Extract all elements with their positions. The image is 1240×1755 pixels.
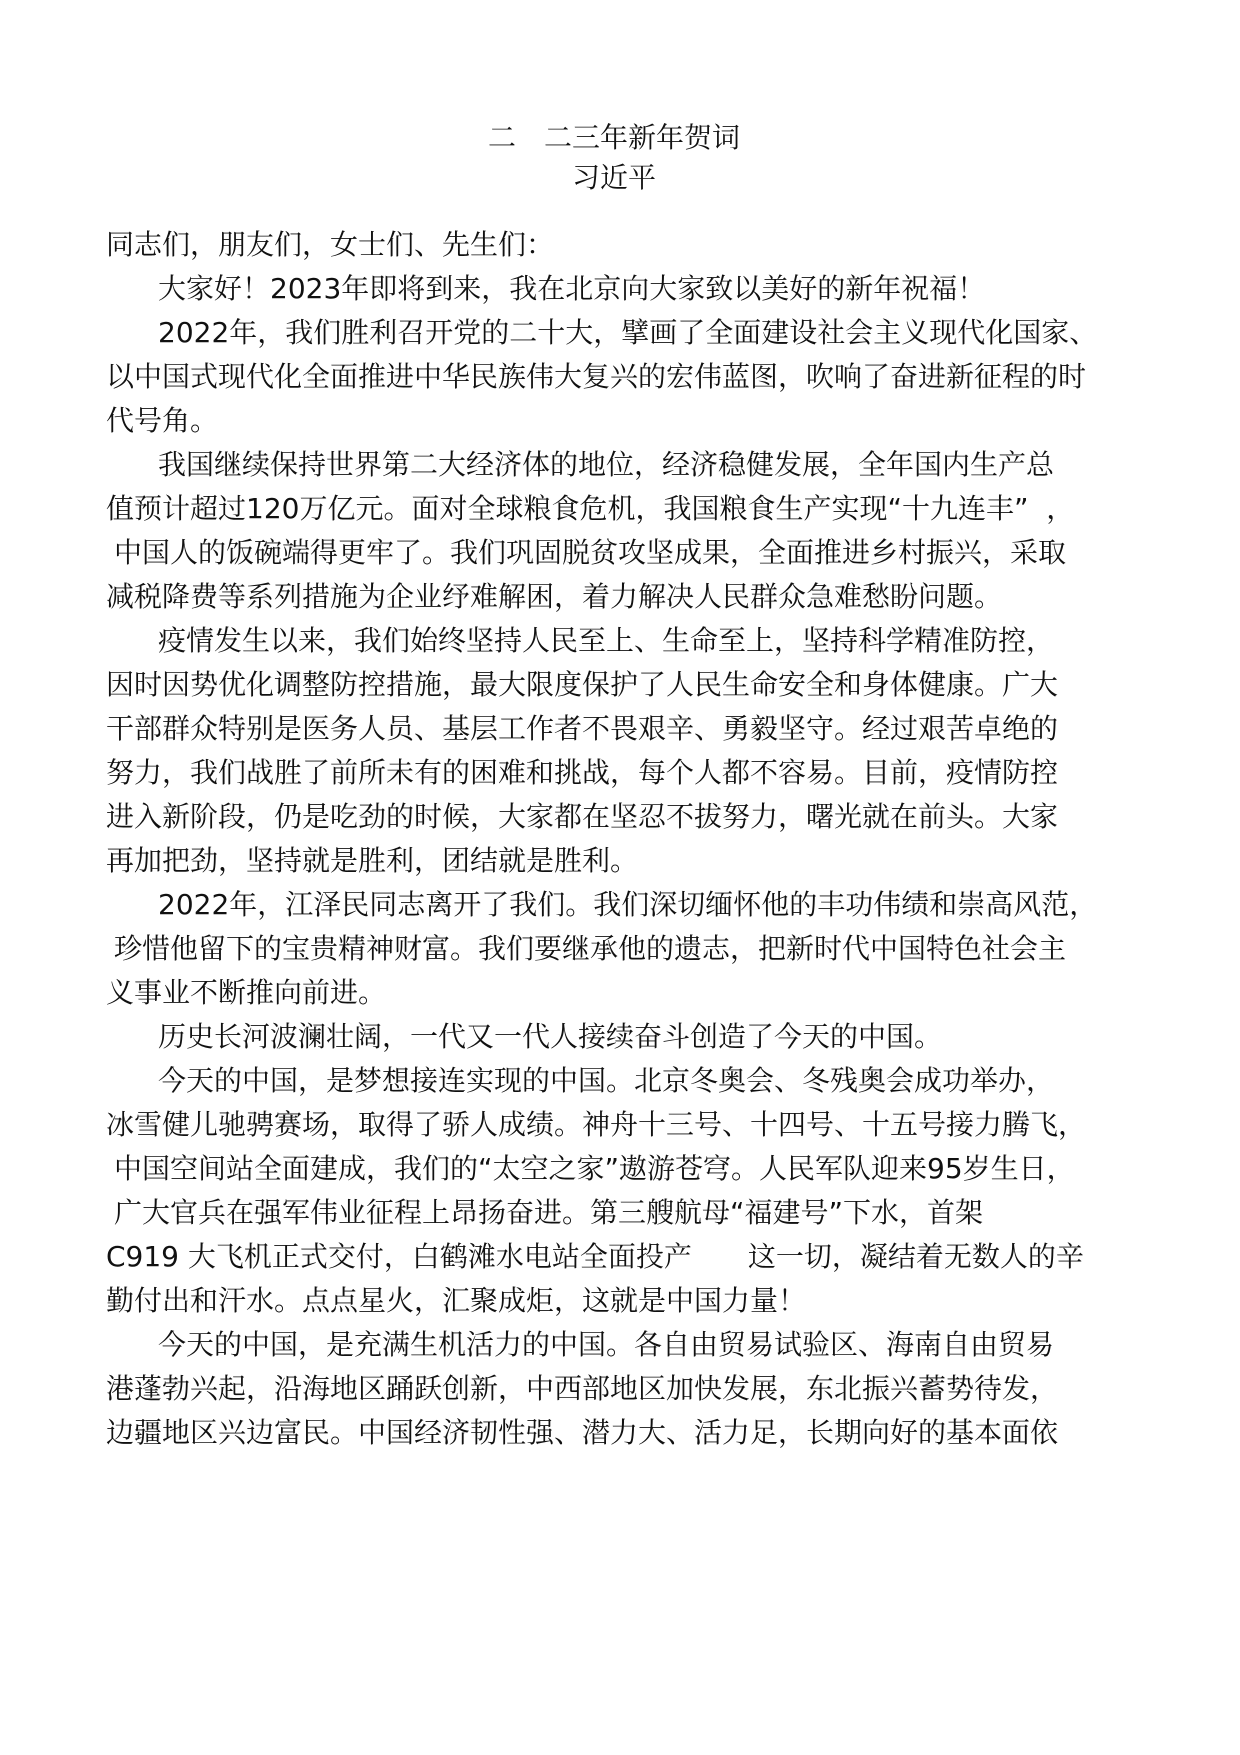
document-author: 习近平 — [571, 161, 656, 194]
text-line: 边疆地区兴边富民。中国经济韧性强、潜力大、活力足，长期向好的基本面依 — [106, 1416, 1059, 1449]
text-line: 我国继续保持世界第二大经济体的地位，经济稳健发展，全年国内生产总 — [158, 448, 1055, 481]
document-title: 二 二三年新年贺词 — [487, 121, 740, 154]
text-line: 珍惜他留下的宝贵精神财富。我们要继承他的遗志，把新时代中国特色社会主 — [114, 932, 1067, 965]
text-line: 大家好！2023年即将到来，我在北京向大家致以美好的新年祝福！ — [158, 272, 986, 305]
text-line: 冰雪健儿驰骋赛场，取得了骄人成绩。神舟十三号、十四号、十五号接力腾飞， — [106, 1108, 1087, 1141]
text-line: 今天的中国，是梦想接连实现的中国。北京冬奥会、冬残奥会成功举办， — [158, 1064, 1055, 1097]
text-line: 广大官兵在强军伟业征程上昂扬奋进。第三艘航母“福建号”下水，首架 — [114, 1196, 984, 1229]
text-line: 2022年，江泽民同志离开了我们。我们深切缅怀他的丰功伟绩和崇高风范， — [158, 888, 1098, 921]
text-line: 进入新阶段，仍是吃劲的时候，大家都在坚忍不拔努力，曙光就在前头。大家 — [106, 800, 1059, 833]
text-line: 减税降费等系列措施为企业纾难解困，着力解决人民群众急难愁盼问题。 — [106, 580, 1003, 613]
text-line: 疫情发生以来，我们始终坚持人民至上、生命至上，坚持科学精准防控， — [158, 624, 1055, 657]
text-line: 值预计超过120万亿元。面对全球粮食危机，我国粮食生产实现“十九连丰” ， — [106, 492, 1075, 525]
text-line: 中国空间站全面建成，我们的“太空之家”遨游苍穹。人民军队迎来95岁生日， — [114, 1152, 1075, 1185]
text-line: 中国人的饭碗端得更牢了。我们巩固脱贫攻坚成果，全面推进乡村振兴，采取 — [114, 536, 1067, 569]
text-line: 今天的中国，是充满生机活力的中国。各自由贸易试验区、海南自由贸易 — [158, 1328, 1055, 1361]
text-line: 因时因势优化调整防控措施，最大限度保护了人民生命安全和身体健康。广大 — [106, 668, 1059, 701]
text-line: 义事业不断推向前进。 — [106, 976, 387, 1009]
text-line: C919 大飞机正式交付，白鹤滩水电站全面投产 这一切，凝结着无数人的辛 — [106, 1240, 1084, 1273]
text-line: 代号角。 — [106, 404, 219, 437]
text-line: 勤付出和汗水。点点星火，汇聚成炬，这就是中国力量！ — [106, 1284, 807, 1317]
text-line: 港蓬勃兴起，沿海地区踊跃创新，中西部地区加快发展，东北振兴蓄势待发， — [106, 1372, 1059, 1405]
text-line: 努力，我们战胜了前所未有的困难和挑战，每个人都不容易。目前，疫情防控 — [106, 756, 1059, 789]
text-line: 同志们，朋友们，女士们、先生们： — [106, 228, 555, 261]
text-line: 2022年，我们胜利召开党的二十大，擘画了全面建设社会主义现代化国家、 — [158, 316, 1098, 349]
text-line: 再加把劲，坚持就是胜利，团结就是胜利。 — [106, 844, 639, 877]
text-line: 以中国式现代化全面推进中华民族伟大复兴的宏伟蓝图，吹响了奋进新征程的时 — [106, 360, 1087, 393]
text-line: 历史长河波澜壮阔，一代又一代人接续奋斗创造了今天的中国。 — [158, 1020, 943, 1053]
text-line: 干部群众特别是医务人员、基层工作者不畏艰辛、勇毅坚守。经过艰苦卓绝的 — [106, 712, 1059, 745]
